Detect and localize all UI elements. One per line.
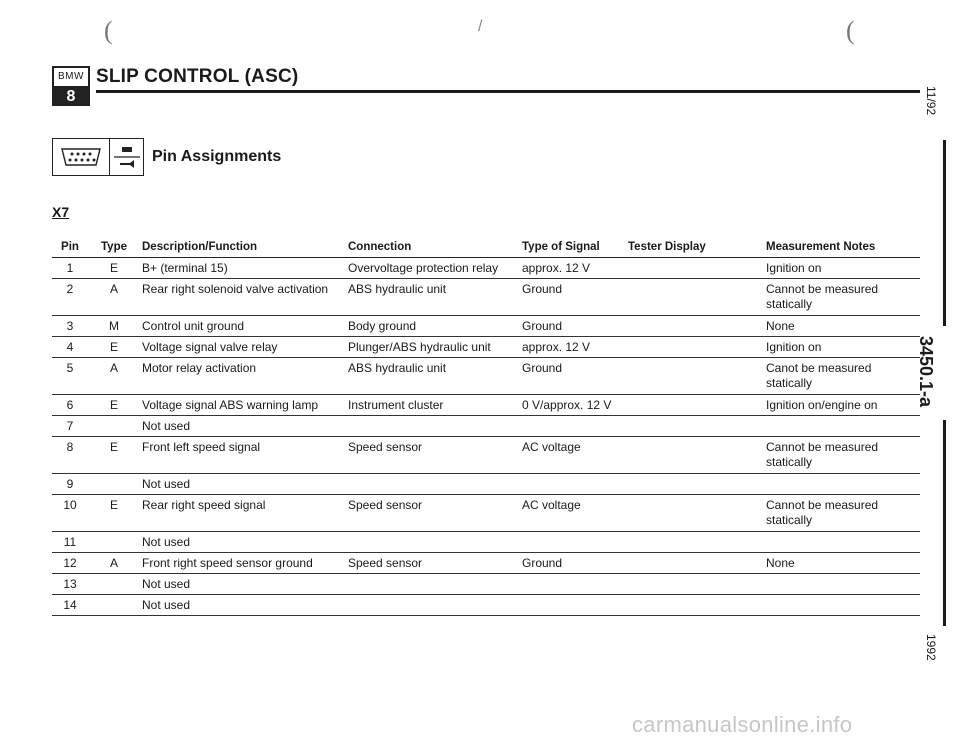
logo-brand: BMW (54, 68, 88, 88)
cell-pin: 14 (63, 598, 77, 612)
cell-connection: ABS hydraulic unit (348, 282, 447, 296)
cell-tester (628, 319, 766, 336)
cell-signal (522, 477, 628, 494)
table-row (52, 532, 920, 553)
control-unit-icon (110, 139, 143, 175)
logo-model: 8 (54, 88, 88, 106)
cell-signal: Ground (522, 282, 563, 296)
cell-desc: Control unit ground (142, 319, 245, 333)
cell-connection: Overvoltage protection relay (348, 261, 499, 275)
cell-tester (628, 498, 766, 531)
cell-notes: Ignition on (766, 340, 822, 354)
margin-rule-upper (943, 140, 946, 326)
table-row (52, 595, 920, 616)
col-connection: Connection (348, 241, 412, 253)
cell-signal: Ground (522, 319, 563, 333)
cell-notes: Ignition on (766, 261, 822, 275)
cell-notes: Ignition on/engine on (766, 398, 878, 412)
cell-signal: approx. 12 V (522, 340, 591, 354)
cell-desc: Not used (142, 477, 191, 491)
cell-pin: 11 (63, 535, 77, 549)
cell-signal: Ground (522, 556, 563, 570)
col-notes: Measurement Notes (766, 241, 876, 253)
cell-notes: None (766, 319, 795, 333)
cell-notes (766, 598, 920, 615)
table-row (52, 395, 920, 416)
cell-tester (628, 440, 766, 473)
cell-desc: B+ (terminal 15) (142, 261, 228, 275)
cell-pin: 7 (66, 419, 74, 433)
cell-desc: Not used (142, 598, 191, 612)
cell-type: A (109, 361, 118, 375)
cell-pin: 2 (66, 282, 74, 296)
cell-signal: 0 V/approx. 12 V (522, 398, 612, 412)
col-signal: Type of Signal (522, 241, 600, 253)
bmw-8-logo (52, 66, 90, 106)
scan-mark-paren-right: ( (846, 16, 855, 45)
cell-notes (766, 419, 920, 436)
table-row (52, 495, 920, 532)
col-tester: Tester Display (628, 241, 706, 253)
col-desc: Description/Function (142, 241, 257, 253)
cell-type: M (109, 319, 119, 333)
pin-table (52, 238, 920, 616)
margin-rule-lower (943, 420, 946, 626)
cell-type: E (109, 261, 118, 275)
margin-date (924, 86, 960, 130)
cell-desc: Not used (142, 535, 191, 549)
cell-signal: AC voltage (522, 498, 581, 512)
cell-desc: Rear right speed signal (142, 498, 266, 512)
cell-connection: Speed sensor (348, 440, 423, 454)
col-pin: Pin (61, 241, 79, 253)
watermark-site: carmanualsonline.info (632, 712, 853, 737)
table-row (52, 316, 920, 337)
cell-tester (628, 340, 766, 357)
cell-connection (348, 577, 522, 594)
cell-connection: Body ground (348, 319, 417, 333)
cell-pin: 12 (63, 556, 77, 570)
table-row (52, 474, 920, 495)
cell-connection: ABS hydraulic unit (348, 361, 447, 375)
cell-tester (628, 598, 766, 615)
cell-desc: Voltage signal valve relay (142, 340, 278, 354)
cell-desc: Not used (142, 419, 191, 433)
table-row (52, 553, 920, 574)
cell-notes (766, 535, 920, 552)
cell-type: E (109, 440, 118, 454)
cell-type (88, 535, 140, 552)
cell-connection: Speed sensor (348, 556, 423, 570)
cell-signal (522, 598, 628, 615)
cell-notes: Cannot be measured statically (766, 282, 879, 311)
cell-pin: 10 (63, 498, 77, 512)
cell-notes (766, 577, 920, 594)
table-row (52, 358, 920, 395)
table-row (52, 437, 920, 474)
cell-notes: None (766, 556, 795, 570)
cell-notes: Cannot be measured statically (766, 440, 879, 469)
cell-pin: 13 (63, 577, 77, 591)
cell-pin: 6 (66, 398, 74, 412)
cell-pin: 4 (66, 340, 74, 354)
cell-notes: Canot be measured statically (766, 361, 872, 390)
margin-date-text: 11/92 (924, 86, 938, 116)
cell-tester (628, 577, 766, 594)
margin-code (916, 336, 960, 416)
cell-tester (628, 361, 766, 394)
connector-id: X7 (52, 204, 70, 220)
cell-connection (348, 535, 522, 552)
cell-signal: AC voltage (522, 440, 581, 454)
cell-signal (522, 535, 628, 552)
cell-desc: Rear right solenoid valve activation (142, 282, 329, 296)
table-row (52, 416, 920, 437)
cell-tester (628, 419, 766, 436)
cell-pin: 5 (66, 361, 74, 375)
cell-signal (522, 419, 628, 436)
cell-connection (348, 419, 522, 436)
cell-connection (348, 598, 522, 615)
title-rule (96, 90, 920, 93)
margin-year-text: 1992 (924, 634, 938, 661)
table-row (52, 258, 920, 279)
section-title: Pin Assignments (152, 148, 282, 165)
cell-type (88, 598, 140, 615)
cell-connection: Plunger/ABS hydraulic unit (348, 340, 491, 354)
cell-desc: Front left speed signal (142, 440, 261, 454)
connector-plug-icon (53, 139, 110, 175)
cell-tester (628, 261, 766, 278)
cell-type: E (109, 398, 118, 412)
cell-type (88, 419, 140, 436)
scan-mark-tick: / (478, 18, 483, 35)
col-type: Type (101, 241, 127, 253)
cell-desc: Not used (142, 577, 191, 591)
cell-pin: 1 (66, 261, 74, 275)
cell-tester (628, 556, 766, 573)
connector-icon-box (52, 138, 144, 176)
cell-signal: approx. 12 V (522, 261, 591, 275)
cell-type (88, 477, 140, 494)
cell-tester (628, 477, 766, 494)
cell-pin: 3 (66, 319, 74, 333)
table-row (52, 279, 920, 316)
cell-tester (628, 282, 766, 315)
cell-tester (628, 398, 766, 415)
cell-connection: Instrument cluster (348, 398, 444, 412)
margin-code-text: 3450.1-a (916, 336, 936, 408)
cell-connection (348, 477, 522, 494)
table-row (52, 337, 920, 358)
margin-year (924, 634, 960, 674)
cell-signal (522, 577, 628, 594)
cell-type: E (109, 340, 118, 354)
cell-tester (628, 535, 766, 552)
cell-type (88, 577, 140, 594)
cell-notes (766, 477, 920, 494)
cell-signal: Ground (522, 361, 563, 375)
cell-type: E (109, 498, 118, 512)
scan-mark-paren-left: ( (104, 16, 113, 45)
cell-desc: Voltage signal ABS warning lamp (142, 398, 319, 412)
cell-type: A (109, 556, 118, 570)
cell-type: A (109, 282, 118, 296)
cell-desc: Motor relay activation (142, 361, 257, 375)
cell-pin: 9 (66, 477, 74, 491)
cell-desc: Front right speed sensor ground (142, 556, 313, 570)
table-header (52, 238, 920, 258)
cell-connection: Speed sensor (348, 498, 423, 512)
page-title: SLIP CONTROL (ASC) (96, 66, 299, 87)
table-row (52, 574, 920, 595)
cell-pin: 8 (66, 440, 74, 454)
cell-notes: Cannot be measured statically (766, 498, 879, 527)
